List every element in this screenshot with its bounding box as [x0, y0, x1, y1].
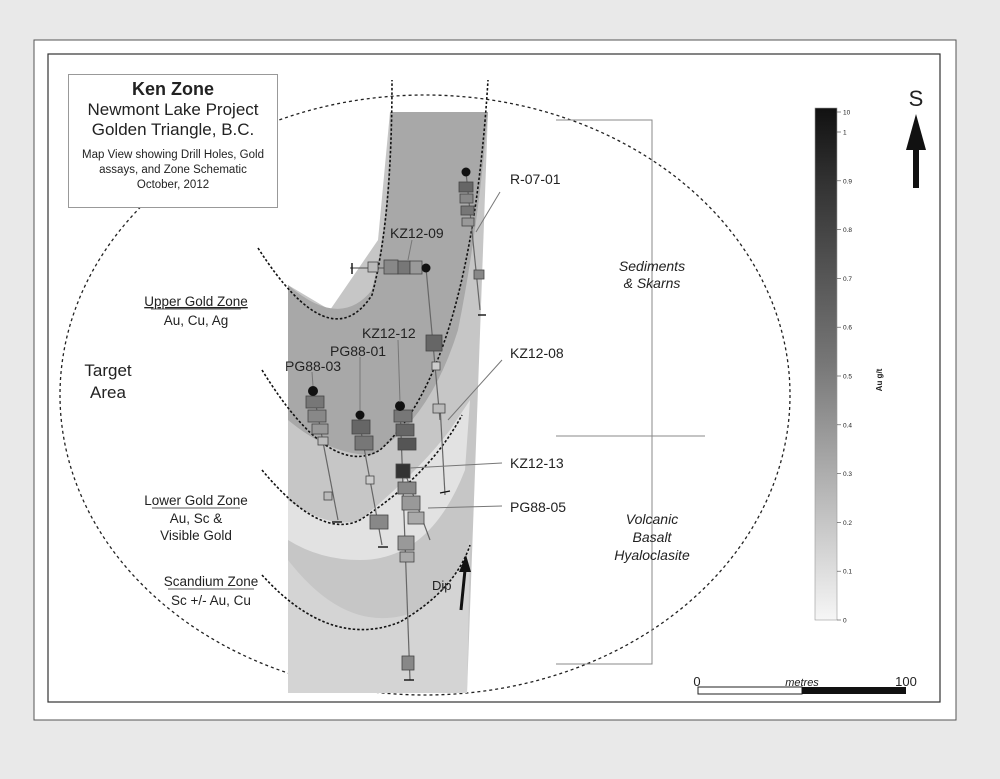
project-location: Golden Triangle, B.C.: [91, 120, 255, 139]
map-description-2: assays, and Zone Schematic: [99, 164, 247, 176]
intercept: [394, 410, 412, 422]
intercept: [426, 335, 442, 351]
scale-unit: metres: [785, 677, 819, 689]
scandium-zone-elements: Sc +/- Au, Cu: [171, 593, 251, 608]
intercept: [352, 420, 370, 434]
scale-start: 0: [693, 674, 701, 689]
lower-zone-elements-1: Au, Sc &: [169, 511, 223, 526]
legend-tick-label: 1: [843, 129, 847, 137]
legend-tick-label: 0: [843, 617, 847, 625]
label-kz1213: KZ12-13: [510, 455, 564, 471]
intercept: [474, 270, 484, 279]
sediments-label-1: Sediments: [618, 258, 686, 274]
map-title: Ken Zone: [131, 79, 214, 99]
legend-tick-label: 0.1: [843, 568, 853, 576]
intercept: [368, 262, 378, 272]
intercept: [306, 396, 324, 408]
legend-unit: Au g/t: [875, 368, 884, 392]
legend-tick-label: 0.2: [843, 519, 853, 527]
intercept: [459, 182, 473, 192]
legend-tick-label: 0.7: [843, 275, 853, 283]
dip-label: Dip: [432, 578, 452, 593]
intercept: [396, 464, 410, 478]
legend-tick-label: 0.4: [843, 422, 853, 430]
legend-tick-label: 0.8: [843, 227, 853, 235]
intercept: [402, 656, 414, 670]
sediments-label-2: & Skarns: [623, 275, 681, 291]
volcanic-label-3: Hyaloclasite: [614, 547, 690, 563]
collar-pg8803: [308, 386, 318, 396]
intercept: [433, 404, 445, 413]
upper-zone-name: Upper Gold Zone: [144, 294, 248, 309]
intercept: [396, 424, 414, 436]
map-description-1: Map View showing Drill Holes, Gold: [82, 149, 264, 161]
intercept: [398, 482, 416, 494]
intercept: [402, 496, 420, 510]
target-area-label-1: Target: [84, 361, 132, 380]
volcanic-label-1: Volcanic: [625, 511, 679, 527]
volcanic-label-2: Basalt: [632, 529, 672, 545]
label-r0701: R-07-01: [510, 171, 561, 187]
intercept: [324, 492, 332, 500]
orientation-arrow-shaft: [913, 148, 919, 188]
intercept: [318, 437, 328, 445]
label-kz1212: KZ12-12: [362, 325, 416, 341]
collar-kz1209: [422, 264, 431, 273]
scale-end: 100: [895, 674, 917, 689]
intercept: [398, 438, 416, 450]
project-name: Newmont Lake Project: [87, 100, 259, 119]
intercept: [312, 424, 328, 434]
target-area-label-2: Area: [90, 383, 126, 402]
legend-tick-label: 0.6: [843, 324, 853, 332]
legend-tick-label: 0.5: [843, 373, 853, 381]
label-pg8801: PG88-01: [330, 343, 387, 359]
intercept: [461, 206, 474, 215]
legend-tick-label: 0.9: [843, 178, 853, 186]
intercept: [462, 218, 474, 226]
label-kz1208: KZ12-08: [510, 345, 564, 361]
intercept: [400, 552, 414, 562]
upper-zone-elements: Au, Cu, Ag: [163, 313, 229, 328]
legend-gradient: [815, 108, 837, 620]
intercept: [398, 536, 414, 550]
intercept: [366, 476, 374, 484]
collar-kz1212: [395, 401, 405, 411]
intercept: [398, 261, 410, 274]
label-pg8805: PG88-05: [510, 499, 567, 515]
intercept: [308, 410, 326, 422]
map-date: October, 2012: [136, 179, 210, 191]
scandium-zone-name: Scandium Zone: [163, 574, 259, 589]
label-pg8803: PG88-03: [285, 358, 342, 374]
legend-tick-label: 0.3: [843, 471, 853, 479]
title-box: [68, 74, 278, 208]
intercept: [460, 194, 473, 203]
lower-zone-elements-2: Visible Gold: [160, 528, 232, 543]
collar-pg8801: [356, 411, 365, 420]
intercept: [355, 436, 373, 450]
intercept: [410, 261, 422, 274]
label-kz1209: KZ12-09: [390, 225, 444, 241]
intercept: [370, 515, 388, 529]
legend-tick-label: 10: [843, 109, 851, 117]
orientation-label: S: [908, 86, 924, 111]
intercept: [384, 260, 398, 274]
collar-r0701: [462, 168, 471, 177]
intercept: [408, 512, 424, 524]
lower-zone-name: Lower Gold Zone: [144, 493, 248, 508]
intercept: [432, 362, 440, 370]
